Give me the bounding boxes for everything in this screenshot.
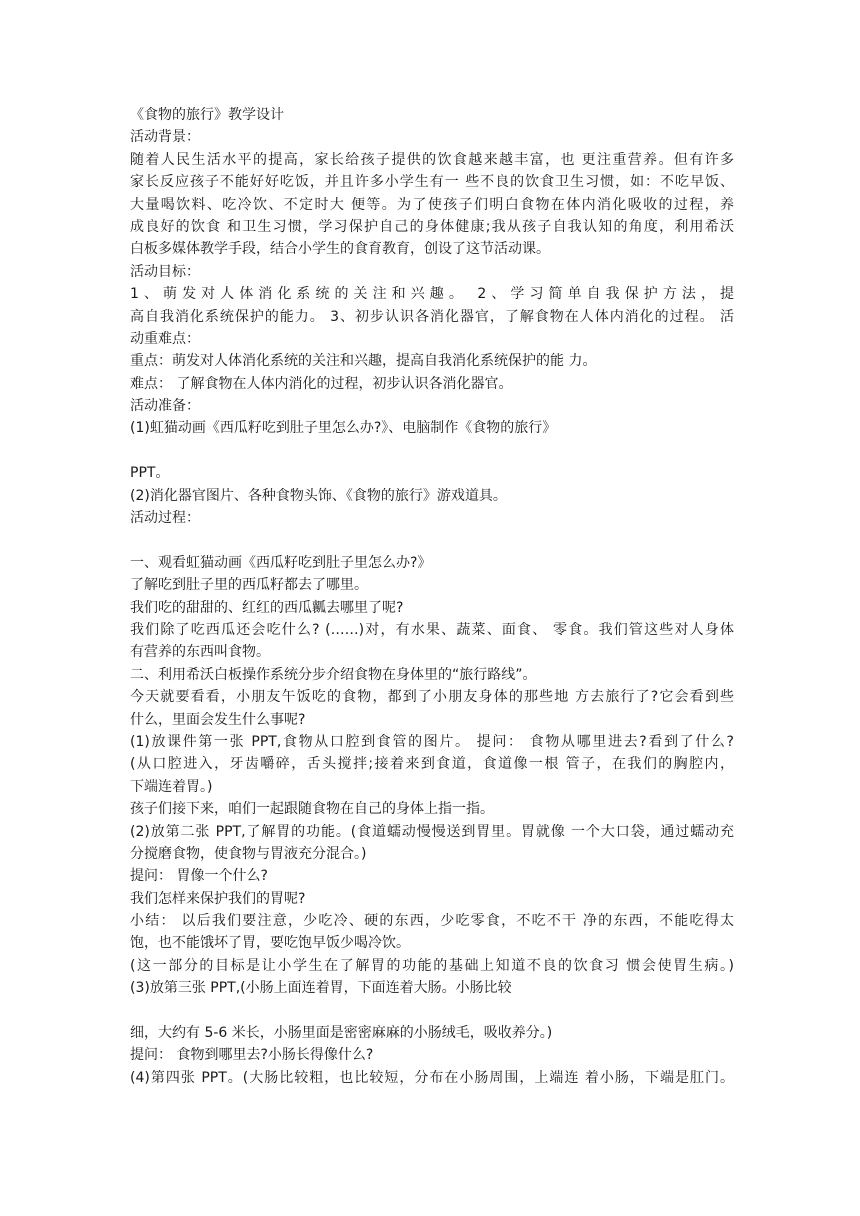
text-line: 提问： 胃像一个什么? bbox=[130, 868, 268, 885]
text-line: 活动背景： bbox=[130, 129, 200, 146]
text-line: 白板多媒体教学手段，结合小学生的食育教育，创设了这节活动课。 bbox=[130, 241, 550, 258]
text-line: 随着人民生活水平的提高，家长给孩子提供的饮食越来越丰富，也 更注重营养。但有许多 bbox=[130, 151, 734, 168]
text-line: 我们怎样来保护我们的胃呢? bbox=[130, 890, 306, 907]
text-line: (3)放第三张 PPT,(小肠上面连着胃，下面连着大肠。小肠比较 bbox=[130, 980, 512, 997]
text-line: 重点：萌发对人体消化系统的关注和兴趣，提高自我消化系统保护的能 力。 bbox=[130, 353, 597, 370]
text-line: 一、观看虹猫动画《西瓜籽吃到肚子里怎么办?》 bbox=[130, 554, 432, 571]
text-line: (4)第四张 PPT。(大肠比较粗，也比较短，分布在小肠周围，上端连 着小肠，下端是肛门。 bbox=[130, 1069, 734, 1086]
text-line: 活动准备： bbox=[130, 398, 200, 415]
text-line: (2)消化器官图片、各种食物头饰、《食物的旅行》游戏道具。 bbox=[130, 487, 507, 504]
document-page bbox=[130, 104, 734, 1089]
text-line: (2)放第二张 PPT,了解胃的功能。(食道蠕动慢慢送到胃里。胃就像 一个大口袋，通过蠕动充 bbox=[130, 823, 734, 840]
text-line: 活动过程： bbox=[130, 510, 200, 527]
text-line: 了解吃到肚子里的西瓜籽都去了哪里。 bbox=[130, 577, 368, 594]
text-line: 什么，里面会发生什么事呢? bbox=[130, 711, 306, 728]
text-line: 提问： 食物到哪里去?小肠长得像什么? bbox=[130, 1047, 374, 1064]
text-line: 分搅磨食物，使食物与胃液充分混合。) bbox=[130, 845, 367, 862]
text-line: 大量喝饮料、吃冷饮、不定时大 便等。为了使孩子们明白食物在体内消化吸收的过程，养 bbox=[130, 196, 734, 213]
text-line: (1)放课件第一张 PPT,食物从口腔到食管的图片。 提问： 食物从哪里进去?看到了什么? bbox=[130, 733, 734, 750]
text-line: 高自我消化系统保护的能力。 3、初步认识各消化器官，了解食物在人体内消化的过程。 活 bbox=[130, 308, 734, 325]
text-line: 《食物的旅行》教学设计 bbox=[130, 107, 284, 123]
text-line: 有营养的东西叫食物。 bbox=[130, 644, 270, 661]
text-line: 下端连着胃。) bbox=[130, 778, 213, 795]
text-line: 活动目标： bbox=[130, 263, 200, 280]
text-line: 我们吃的甜甜的、红红的西瓜瓤去哪里了呢? bbox=[130, 599, 404, 616]
text-line: (1)虹猫动画《西瓜籽吃到肚子里怎么办?》、电脑制作《食物的旅行》 bbox=[130, 420, 557, 437]
text-line: 我们除了吃西瓜还会吃什么? (……)对，有水果、蔬菜、面食、 零食。我们管这些对人身体 bbox=[130, 621, 734, 638]
text-line: 孩子们接下来，咱们一起跟随食物在自己的身体上指一指。 bbox=[130, 801, 494, 818]
text-line: 成良好的饮食 和卫生习惯，学习保护自己的身体健康;我从孩子自我认知的角度，利用希沃 bbox=[130, 218, 734, 235]
text-line: 小结： 以后我们要注意，少吃冷、硬的东西，少吃零食，不吃不干 净的东西，不能吃得太 bbox=[130, 913, 734, 930]
text-line: 细，大约有 5-6 米长，小肠里面是密密麻麻的小肠绒毛，吸收养分。) bbox=[130, 1025, 553, 1042]
text-line: (这一部分的目标是让小学生在了解胃的功能的基础上知道不良的饮食习 惯会使胃生病。) bbox=[130, 957, 734, 974]
text-line: 动重难点： bbox=[130, 330, 200, 347]
blank-line bbox=[130, 529, 734, 551]
blank-line bbox=[130, 1000, 734, 1022]
text-line: 1、萌发对人体消化系统的关注和兴趣。 2、学习简单自我保护方法，提 bbox=[130, 286, 734, 303]
text-line: 难点： 了解食物在人体内消化的过程，初步认识各消化器官。 bbox=[130, 375, 513, 392]
text-line: 家长反应孩子不能好好吃饭，并且许多小学生有一 些不良的饮食卫生习惯，如：不吃早饭、 bbox=[130, 174, 734, 191]
text-line: PPT。 bbox=[130, 465, 170, 482]
text-line: 二、利用希沃白板操作系统分步介绍食物在身体里的“旅行路线”。 bbox=[130, 666, 537, 683]
text-line: (从口腔进入，牙齿嚼碎，舌头搅拌;接着来到食道，食道像一根 管子，在我们的胸腔内， bbox=[130, 756, 734, 773]
text-line: 今天就要看看，小朋友午饭吃的食物，都到了小朋友身体的那些地 方去旅行了?它会看到些 bbox=[130, 689, 734, 706]
blank-line bbox=[130, 440, 734, 462]
text-line: 饱，也不能饿坏了胃，要吃饱早饭少喝冷饮。 bbox=[130, 935, 410, 952]
